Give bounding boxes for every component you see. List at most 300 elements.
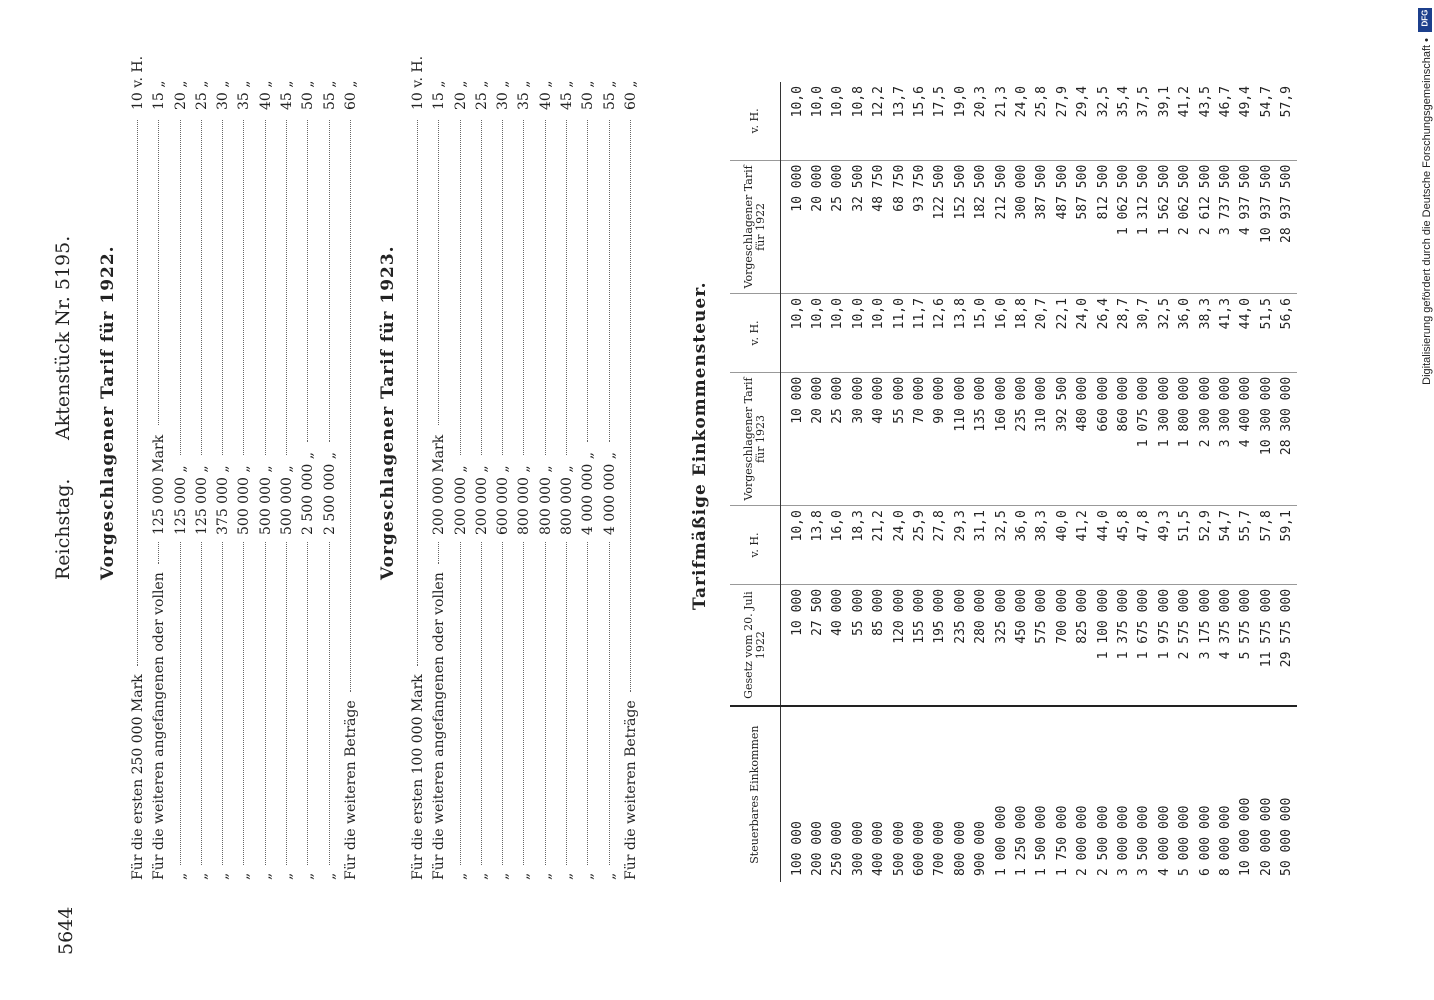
bracket-amount: 500 000 „ — [257, 465, 274, 535]
bracket-rate: 25 „ — [193, 80, 210, 110]
cell-tariff-1923-rate: 24,0 — [1072, 294, 1092, 373]
bracket-label: „ — [559, 872, 576, 880]
income-tax-table — [730, 82, 1297, 882]
header-tariff-1923: Vorgeschlagener Tarif für 1923 — [730, 372, 781, 505]
cell-tariff-1923-tax: 1 800 000 — [1174, 372, 1194, 505]
bracket-rate: 35 „ — [516, 80, 533, 110]
bracket-rate: 35 „ — [236, 80, 253, 110]
cell-tariff-1922-tax: 1 312 500 — [1134, 160, 1154, 293]
cell-tariff-1923-rate: 15,0 — [971, 294, 991, 373]
bracket-rate: 10 v. H. — [410, 55, 426, 110]
cell-tariff-1922-rate: 15,6 — [909, 82, 929, 160]
bracket-row — [300, 50, 321, 880]
bracket-rate: 60 „ — [342, 80, 359, 110]
cell-tariff-1922-rate: 17,5 — [930, 82, 950, 160]
cell-tariff-1922-tax: 4 937 500 — [1236, 160, 1256, 293]
cell-tariff-1922-tax: 3 737 500 — [1215, 160, 1235, 293]
cell-tariff-1922-rate: 21,3 — [991, 82, 1011, 160]
cell-tariff-1923-rate: 11,0 — [889, 294, 909, 373]
cell-income: 1 000 000 — [991, 706, 1011, 882]
cell-law-tax: 85 000 — [871, 588, 887, 636]
cell-law-rate: 57,8 — [1256, 506, 1276, 585]
bracket-row — [343, 50, 364, 880]
bracket-amount: 800 000 „ — [537, 465, 554, 535]
cell-tariff-1923-tax: 55 000 — [889, 372, 909, 505]
dot-leader — [329, 542, 330, 865]
bracket-row — [130, 50, 151, 880]
cell-law-tax: 450 000 — [1013, 588, 1029, 644]
cell-tariff-1922-tax: 300 000 — [1011, 160, 1031, 293]
dot-leader — [566, 120, 567, 455]
table-row — [1276, 82, 1296, 882]
table-row — [1052, 82, 1072, 882]
cell-tariff-1923-rate: 16,0 — [991, 294, 1011, 373]
cell-tariff-1923-rate: 51,5 — [1256, 294, 1276, 373]
table-row — [889, 82, 909, 882]
bracket-label: „ — [473, 872, 490, 880]
bracket-label: Für die weiteren angefangenen oder vollen — [151, 572, 168, 880]
cell-law-rate: 13,8 — [807, 506, 827, 585]
table-row — [909, 82, 929, 882]
dot-leader — [201, 542, 202, 865]
bracket-amount: 200 000 „ — [452, 465, 469, 535]
cell-income: 6 000 000 — [1195, 706, 1215, 882]
dot-leader — [180, 542, 181, 865]
bracket-label: „ — [300, 872, 317, 880]
cell-tariff-1922-tax: 2 062 500 — [1174, 160, 1194, 293]
cell-income: 800 000 — [950, 706, 970, 882]
cell-income: 4 000 000 — [1154, 706, 1174, 882]
cell-tariff-1922-rate: 10,0 — [807, 82, 827, 160]
cell-tariff-1923-tax: 110 000 — [950, 372, 970, 505]
bracket-rate: 60 „ — [622, 80, 639, 110]
bracket-row — [173, 50, 194, 880]
cell-tariff-1923-rate: 22,1 — [1052, 294, 1072, 373]
bracket-amount: 125 000 „ — [193, 465, 210, 535]
cell-tariff-1923-tax: 40 000 — [869, 372, 889, 505]
dot-leader — [286, 542, 287, 865]
cell-income: 10 000 000 — [1236, 706, 1256, 882]
bracket-label: „ — [279, 872, 296, 880]
dot-leader — [350, 120, 351, 692]
cell-income: 700 000 — [930, 706, 950, 882]
cell-law-tax: 55 000 — [850, 588, 866, 636]
cell-law-tax: 1 375 000 — [1115, 588, 1131, 660]
cell-tariff-1923-tax: 860 000 — [1113, 372, 1133, 505]
bracket-rate: 15 „ — [431, 80, 448, 110]
bracket-row — [194, 50, 215, 880]
header-tariff-1922: Vorgeschlagener Tarif für 1922 — [730, 160, 781, 293]
bracket-label: „ — [257, 872, 274, 880]
bracket-row — [410, 50, 431, 880]
table-row — [1236, 82, 1256, 882]
bracket-row — [236, 50, 257, 880]
cell-tariff-1922-rate: 10,0 — [828, 82, 848, 160]
cell-tariff-1923-rate: 26,4 — [1093, 294, 1113, 373]
table-row — [828, 82, 848, 882]
cell-law-tax: 195 000 — [932, 588, 948, 644]
cell-tariff-1923-tax: 90 000 — [930, 372, 950, 505]
bracket-amount: 125 000 „ — [172, 465, 189, 535]
cell-law-tax: 29 575 000 — [1279, 588, 1295, 668]
bracket-label: Für die weiteren Beträge — [342, 700, 359, 880]
cell-law-tax: 235 000 — [952, 588, 968, 644]
header-vh-1923: v. H. — [730, 294, 781, 373]
cell-tariff-1922-rate: 13,7 — [889, 82, 909, 160]
dot-leader — [460, 120, 461, 455]
header-vh-law: v. H. — [730, 506, 781, 585]
bracket-rate: 45 „ — [279, 80, 296, 110]
dot-leader — [523, 542, 524, 865]
dot-leader — [481, 120, 482, 455]
cell-tariff-1922-rate: 19,0 — [950, 82, 970, 160]
cell-law-rate: 54,7 — [1215, 506, 1235, 585]
cell-law-rate: 18,3 — [848, 506, 868, 585]
cell-law-rate: 36,0 — [1011, 506, 1031, 585]
tariff-1923-table — [410, 50, 644, 880]
dot-leader — [587, 120, 588, 442]
table-row — [848, 82, 868, 882]
dot-leader — [438, 542, 439, 564]
cell-income: 8 000 000 — [1215, 706, 1235, 882]
cell-law-tax: 825 000 — [1075, 588, 1091, 644]
table-row — [1174, 82, 1194, 882]
bracket-rate: 40 „ — [257, 80, 274, 110]
bracket-label: „ — [601, 872, 618, 880]
cell-tariff-1923-tax: 135 000 — [971, 372, 991, 505]
cell-tariff-1922-rate: 39,1 — [1154, 82, 1174, 160]
header-income: Steuerbares Einkommen — [730, 706, 781, 882]
cell-tariff-1923-tax: 235 000 — [1011, 372, 1031, 505]
bracket-row — [453, 50, 474, 880]
cell-tariff-1922-tax: 212 500 — [991, 160, 1011, 293]
cell-law-rate: 59,1 — [1276, 506, 1296, 585]
cell-law-tax: 700 000 — [1054, 588, 1070, 644]
cell-tariff-1922-rate: 46,7 — [1215, 82, 1235, 160]
cell-income: 500 000 — [889, 706, 909, 882]
cell-tariff-1923-rate: 11,7 — [909, 294, 929, 373]
cell-law-tax: 120 000 — [891, 588, 907, 644]
cell-income: 250 000 — [828, 706, 848, 882]
dfg-logo-text: DFG — [1420, 9, 1430, 27]
cell-tariff-1922-tax: 10 937 500 — [1256, 160, 1276, 293]
cell-tariff-1922-tax: 48 750 — [869, 160, 889, 293]
cell-tariff-1923-rate: 56,6 — [1276, 294, 1296, 373]
cell-tariff-1923-tax: 30 000 — [848, 372, 868, 505]
bracket-amount: 125 000 Mark — [151, 434, 168, 535]
income-table-title: Tarifmäßige Einkommensteuer. — [690, 281, 710, 610]
cell-tariff-1922-tax: 1 562 500 — [1154, 160, 1174, 293]
bracket-label: „ — [236, 872, 253, 880]
document-number: Aktenstück Nr. 5195. — [52, 235, 74, 440]
cell-tariff-1923-tax: 10 300 000 — [1256, 372, 1276, 505]
bracket-amount: 800 000 „ — [559, 465, 576, 535]
cell-tariff-1922-tax: 2 612 500 — [1195, 160, 1215, 293]
cell-law-tax: 3 175 000 — [1197, 588, 1213, 660]
cell-tariff-1923-rate: 32,5 — [1154, 294, 1174, 373]
dot-leader — [307, 542, 308, 865]
table-row — [1256, 82, 1276, 882]
cell-law-rate: 45,8 — [1113, 506, 1133, 585]
dot-leader — [523, 120, 524, 455]
bracket-rate: 10 v. H. — [130, 55, 146, 110]
cell-tariff-1922-rate: 10,8 — [848, 82, 868, 160]
cell-tariff-1922-tax: 182 500 — [971, 160, 991, 293]
cell-law-rate: 47,8 — [1134, 506, 1154, 585]
bracket-rate: 55 „ — [601, 80, 618, 110]
dot-leader — [545, 542, 546, 865]
cell-law-tax: 575 000 — [1034, 588, 1050, 644]
cell-tariff-1922-rate: 20,3 — [971, 82, 991, 160]
bracket-row — [516, 50, 537, 880]
cell-tariff-1923-rate: 10,0 — [781, 294, 808, 373]
table-row — [1093, 82, 1113, 882]
table-row — [807, 82, 827, 882]
bracket-row — [602, 50, 623, 880]
bracket-rate: 30 „ — [215, 80, 232, 110]
dot-leader — [502, 120, 503, 455]
cell-law-rate: 27,8 — [930, 506, 950, 585]
cell-law-tax: 5 575 000 — [1238, 588, 1254, 660]
cell-tariff-1923-tax: 70 000 — [909, 372, 929, 505]
bracket-rate: 55 „ — [321, 80, 338, 110]
dot-leader — [158, 542, 159, 564]
table-row — [1032, 82, 1052, 882]
cell-income: 3 500 000 — [1134, 706, 1154, 882]
cell-law-tax: 40 000 — [830, 588, 846, 636]
dot-leader — [286, 120, 287, 455]
cell-tariff-1922-tax: 68 750 — [889, 160, 909, 293]
bracket-label: „ — [321, 872, 338, 880]
cell-income: 2 000 000 — [1072, 706, 1092, 882]
cell-law-rate: 29,3 — [950, 506, 970, 585]
bracket-amount: 4 000 000 „ — [580, 452, 597, 535]
bracket-label: Für die weiteren Beträge — [622, 700, 639, 880]
bracket-row — [474, 50, 495, 880]
cell-tariff-1922-tax: 93 750 — [909, 160, 929, 293]
dot-leader — [201, 120, 202, 455]
cell-tariff-1923-rate: 41,3 — [1215, 294, 1235, 373]
cell-law-rate: 21,2 — [869, 506, 889, 585]
cell-income: 900 000 — [971, 706, 991, 882]
bracket-amount: 500 000 „ — [236, 465, 253, 535]
bracket-label: „ — [516, 872, 533, 880]
cell-income: 200 000 — [807, 706, 827, 882]
cell-income: 1 750 000 — [1052, 706, 1072, 882]
cell-tariff-1922-tax: 25 000 — [828, 160, 848, 293]
cell-tariff-1922-tax: 28 937 500 — [1276, 160, 1296, 293]
cell-tariff-1922-rate: 10,0 — [781, 82, 808, 160]
dot-leader — [460, 542, 461, 865]
bracket-row — [495, 50, 516, 880]
cell-law-tax: 4 375 000 — [1217, 588, 1233, 660]
bracket-amount: 4 000 000 „ — [601, 452, 618, 535]
cell-tariff-1922-rate: 29,4 — [1072, 82, 1092, 160]
bracket-amount: 800 000 „ — [516, 465, 533, 535]
cell-tariff-1923-tax: 660 000 — [1093, 372, 1113, 505]
bracket-row — [431, 50, 452, 880]
cell-income: 1 500 000 — [1032, 706, 1052, 882]
bracket-label: Für die weiteren angefangenen oder vollen — [431, 572, 448, 880]
cell-tariff-1922-tax: 487 500 — [1052, 160, 1072, 293]
cell-tariff-1922-tax: 587 500 — [1072, 160, 1092, 293]
cell-income: 2 500 000 — [1093, 706, 1113, 882]
bracket-label: Für die ersten 250 000 Mark — [130, 674, 146, 880]
digitization-text: Digitalisierung gefördert durch die Deutsche Forschungsgemeinschaft • — [1421, 38, 1433, 385]
cell-tariff-1923-tax: 25 000 — [828, 372, 848, 505]
cell-tariff-1923-rate: 10,0 — [807, 294, 827, 373]
cell-law-rate: 51,5 — [1174, 506, 1194, 585]
bracket-rate: 15 „ — [151, 80, 168, 110]
cell-law-rate: 24,0 — [889, 506, 909, 585]
cell-tariff-1923-tax: 4 400 000 — [1236, 372, 1256, 505]
dot-leader — [222, 120, 223, 455]
bracket-row — [538, 50, 559, 880]
cell-law-tax: 27 500 — [810, 588, 826, 636]
cell-law-tax: 1 675 000 — [1136, 588, 1152, 660]
tariff-1922-title: Vorgeschlagener Tarif für 1922. — [98, 245, 118, 580]
cell-tariff-1922-rate: 35,4 — [1113, 82, 1133, 160]
cell-tariff-1923-rate: 30,7 — [1134, 294, 1154, 373]
cell-law-rate: 55,7 — [1236, 506, 1256, 585]
bracket-label: „ — [172, 872, 189, 880]
table-row — [1011, 82, 1031, 882]
dot-leader — [222, 542, 223, 865]
cell-income: 100 000 — [781, 706, 808, 882]
cell-law-tax: 155 000 — [912, 588, 928, 644]
bracket-label: „ — [452, 872, 469, 880]
bracket-rate: 20 „ — [172, 80, 189, 110]
dot-leader — [137, 120, 138, 666]
cell-law-tax: 1 975 000 — [1156, 588, 1172, 660]
cell-law-rate: 32,5 — [991, 506, 1011, 585]
bracket-amount: 2 500 000 „ — [321, 452, 338, 535]
bracket-row — [559, 50, 580, 880]
bracket-rate: 20 „ — [452, 80, 469, 110]
dot-leader — [243, 120, 244, 455]
dot-leader — [545, 120, 546, 455]
cell-tariff-1923-rate: 38,3 — [1195, 294, 1215, 373]
cell-tariff-1923-rate: 10,0 — [848, 294, 868, 373]
cell-tariff-1923-rate: 28,7 — [1113, 294, 1133, 373]
tariff-1923-title: Vorgeschlagener Tarif für 1923. — [378, 245, 398, 580]
cell-tariff-1923-tax: 28 300 000 — [1276, 372, 1296, 505]
cell-income: 300 000 — [848, 706, 868, 882]
dot-leader — [243, 542, 244, 865]
cell-tariff-1922-rate: 37,5 — [1134, 82, 1154, 160]
table-row — [1072, 82, 1092, 882]
header-vh-1922: v. H. — [730, 82, 781, 160]
cell-tariff-1922-rate: 12,2 — [869, 82, 889, 160]
bracket-row — [215, 50, 236, 880]
cell-tariff-1923-rate: 20,7 — [1032, 294, 1052, 373]
cell-income: 3 000 000 — [1113, 706, 1133, 882]
cell-tariff-1923-tax: 1 300 000 — [1154, 372, 1174, 505]
cell-tariff-1923-tax: 1 075 000 — [1134, 372, 1154, 505]
cell-tariff-1922-rate: 25,8 — [1032, 82, 1052, 160]
header-law: Gesetz vom 20. Juli 1922 — [730, 584, 781, 706]
bracket-rate: 25 „ — [473, 80, 490, 110]
cell-tariff-1922-rate: 54,7 — [1256, 82, 1276, 160]
cell-tariff-1923-tax: 160 000 — [991, 372, 1011, 505]
bracket-row — [623, 50, 644, 880]
table-row — [950, 82, 970, 882]
dot-leader — [566, 542, 567, 865]
cell-law-rate: 25,9 — [909, 506, 929, 585]
cell-tariff-1922-tax: 32 500 — [848, 160, 868, 293]
bracket-rate: 50 „ — [580, 80, 597, 110]
cell-income: 5 000 000 — [1174, 706, 1194, 882]
cell-tariff-1923-tax: 392 500 — [1052, 372, 1072, 505]
bracket-rate: 30 „ — [495, 80, 512, 110]
cell-law-rate: 16,0 — [828, 506, 848, 585]
cell-law-rate: 10,0 — [781, 506, 808, 585]
cell-tariff-1923-tax: 310 000 — [1032, 372, 1052, 505]
cell-law-tax: 11 575 000 — [1258, 588, 1274, 668]
dot-leader — [587, 542, 588, 865]
cell-law-rate: 38,3 — [1032, 506, 1052, 585]
table-row — [781, 82, 808, 882]
cell-income: 400 000 — [869, 706, 889, 882]
cell-tariff-1923-rate: 10,0 — [828, 294, 848, 373]
cell-tariff-1922-tax: 387 500 — [1032, 160, 1052, 293]
dot-leader — [438, 120, 439, 425]
bracket-amount: 375 000 „ — [215, 465, 232, 535]
cell-tariff-1922-tax: 20 000 — [807, 160, 827, 293]
bracket-rate: 40 „ — [537, 80, 554, 110]
bracket-amount: 600 000 „ — [495, 465, 512, 535]
bracket-amount: 200 000 Mark — [431, 434, 448, 535]
dot-leader — [609, 542, 610, 865]
table-row — [930, 82, 950, 882]
bracket-label: „ — [580, 872, 597, 880]
tariff-1922-table — [130, 50, 364, 880]
bracket-rate: 50 „ — [300, 80, 317, 110]
cell-tariff-1922-rate: 49,4 — [1236, 82, 1256, 160]
bracket-label: Für die ersten 100 000 Mark — [410, 674, 426, 880]
dot-leader — [265, 120, 266, 455]
cell-law-rate: 40,0 — [1052, 506, 1072, 585]
bracket-amount: 200 000 „ — [473, 465, 490, 535]
cell-tariff-1922-tax: 10 000 — [781, 160, 808, 293]
table-row — [869, 82, 889, 882]
cell-tariff-1923-tax: 2 300 000 — [1195, 372, 1215, 505]
bracket-row — [279, 50, 300, 880]
dot-leader — [329, 120, 330, 442]
bracket-row — [258, 50, 279, 880]
table-row — [991, 82, 1011, 882]
cell-tariff-1922-tax: 1 062 500 — [1113, 160, 1133, 293]
cell-law-tax: 2 575 000 — [1177, 588, 1193, 660]
dot-leader — [609, 120, 610, 442]
cell-law-tax: 325 000 — [993, 588, 1009, 644]
reichstag-label: Reichstag. — [52, 478, 74, 580]
dot-leader — [630, 120, 631, 692]
cell-tariff-1923-rate: 10,0 — [869, 294, 889, 373]
dot-leader — [265, 542, 266, 865]
digitization-note — [1418, 8, 1434, 988]
dot-leader — [307, 120, 308, 442]
dot-leader — [502, 542, 503, 865]
cell-tariff-1922-tax: 122 500 — [930, 160, 950, 293]
cell-tariff-1922-rate: 24,0 — [1011, 82, 1031, 160]
cell-tariff-1922-rate: 41,2 — [1174, 82, 1194, 160]
cell-tariff-1923-tax: 10 000 — [781, 372, 808, 505]
table-row — [1215, 82, 1235, 882]
cell-tariff-1923-rate: 36,0 — [1174, 294, 1194, 373]
cell-tariff-1922-tax: 812 500 — [1093, 160, 1113, 293]
cell-law-rate: 41,2 — [1072, 506, 1092, 585]
